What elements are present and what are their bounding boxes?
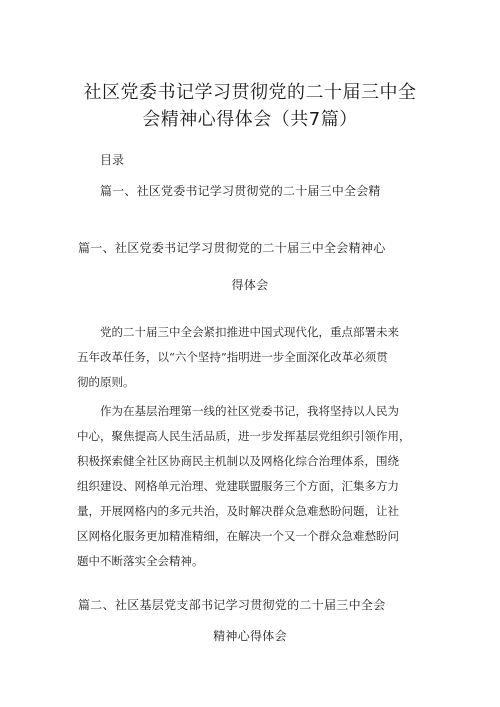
paragraph-line: 积极探索健全社区协商民主机制以及网格化综合治理体系，围绕 [77,454,399,468]
paragraph-line: 量，开展网格内的多元共治，及时解决群众急难愁盼问题，让社 [77,504,399,518]
section-1-heading-cont: 得体会 [231,278,269,292]
paragraph-line: 区网格化服务更加精准精细，在解决一个又一个群众急难愁盼问 [77,529,399,543]
section-2-heading-cont: 精神心得体会 [213,629,287,643]
paragraph-line: 彻的原则。 [77,375,135,389]
paragraph-line: 作为在基层治理第一线的社区党委书记，我将坚持以人民为 [100,404,399,418]
paragraph-line: 中心，聚焦提高人民生活品质，进一步发挥基层党组织引领作用， [77,429,411,443]
section-2-heading: 篇二、社区基层党支部书记学习贯彻党的二十届三中全会 [78,598,386,612]
paragraph-line: 党的二十届三中全会紧扣推进中国式现代化，重点部署未来 [100,325,399,339]
toc-entry[interactable]: 篇一、社区党委书记学习贯彻党的二十届三中全会精 [100,184,381,198]
section-1-heading: 篇一、社区党委书记学习贯彻党的二十届三中全会精神心 [78,241,386,255]
paragraph-line: 五年改革任务，以“六个坚持”指明进一步全面深化改革必须贯 [77,350,388,364]
document-title [60,80,440,133]
toc-label: 目录 [100,153,125,167]
paragraph-line: 题中不断落实全会精神。 [77,554,204,568]
paragraph-line: 组织建设、网格单元治理、党建联盟服务三个方面，汇集多方力 [77,479,399,493]
document-title-line-1: 社区党委书记学习贯彻党的二十届三中全 [83,82,417,103]
document-title-line-2: 会精神心得体会（共7篇） [142,109,358,130]
